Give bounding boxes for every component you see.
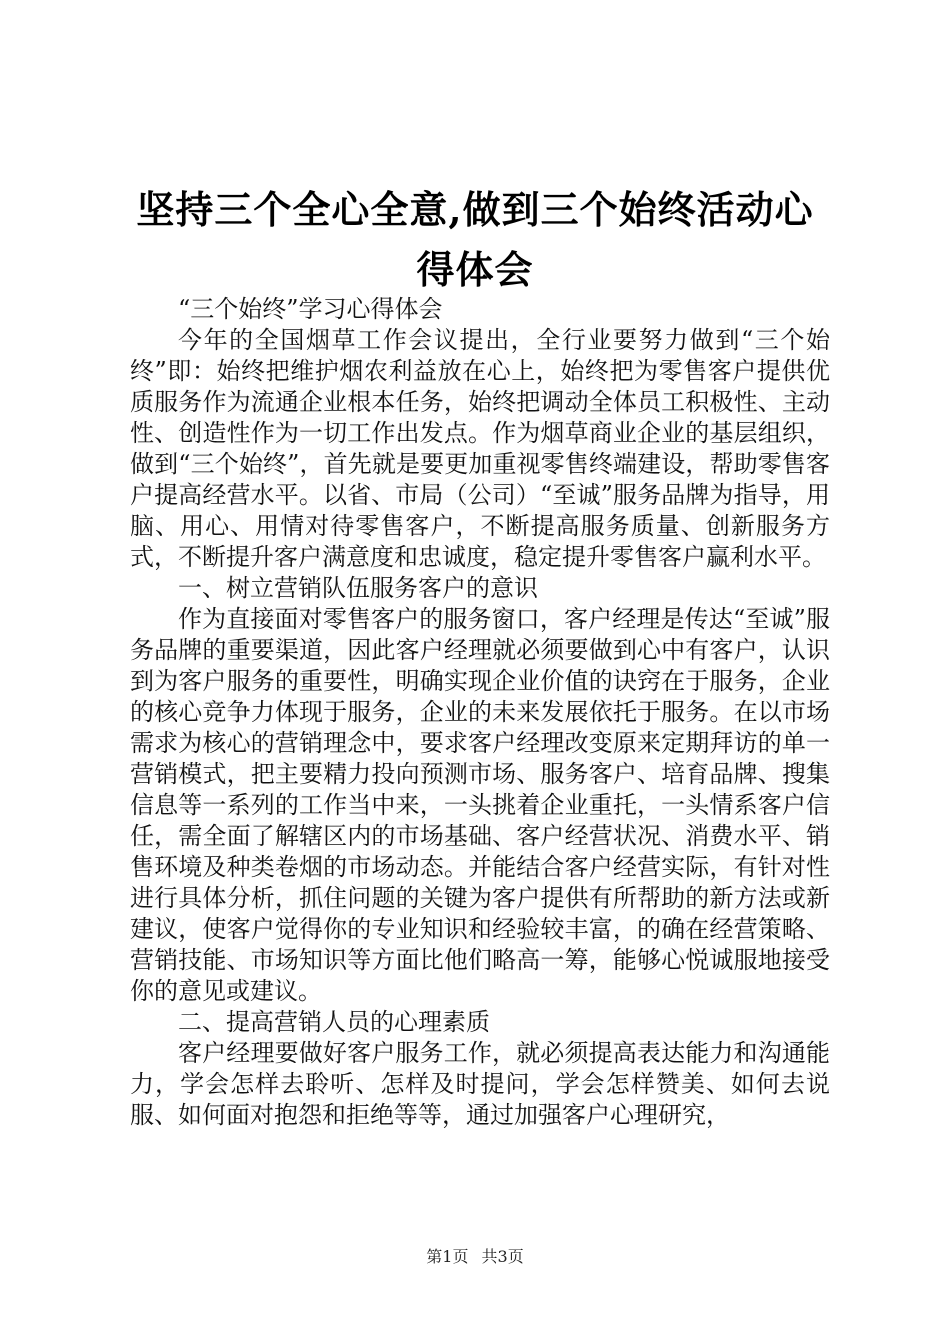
page-number: 第1页 [426,1247,469,1266]
document-title: 坚持三个全心全意,做到三个始终活动心得体会 [136,187,814,292]
page-footer [0,1244,950,1267]
paragraph: 作为直接面对零售客户的服务窗口，客户经理是传达“至诚”服务品牌的重要渠道，因此客户经理就必须要做到心中有客户，认识到为客户服务的重要性，明确实现企业价值的诀窍在于服务，企业的核心竞争力体现于服务，企业的未来发展依托于服务。在以市场需求为核心的营销理念中，要求客户经理改变原来定期拜访的单一营销模式，把主要精力投向预测市场、服务客户、培育品牌、搜集信息等一系列的工作当中来，一头挑着企业重托，一头情系客户信任，需全面了解辖区内的市场基础、客户经营状况、消费水平、销售环境及种类卷烟的市场动态。并能结合客户经营实际，有针对性进行具体分析，抓住问题的关键为客户提供有所帮助的新方法或新建议，使客户觉得你的专业知识和经验较丰富，的确在经营策略、营销技能、市场知识等方面比他们略高一筹，能够心悦诚服地接受你的意见或建议。 [130,605,830,1005]
paragraph: 客户经理要做好客户服务工作，就必须提高表达能力和沟通能力，学会怎样去聆听、怎样及时提问，学会怎样赞美、如何去说服、如何面对抱怨和拒绝等等，通过加强客户心理研究， [130,1039,830,1129]
document-body [130,294,830,1131]
section-heading: 二、提高营销人员的心理素质 [178,1008,490,1036]
page-total: 共3页 [481,1247,524,1266]
paragraph-heading: “三个始终”学习心得体会 [178,295,443,323]
section-heading: 一、树立营销队伍服务客户的意识 [178,574,538,602]
paragraph: 今年的全国烟草工作会议提出，全行业要努力做到“三个始终”即：始终把维护烟农利益放在心上，始终把为零售客户提供优质服务作为流通企业根本任务，始终把调动全体员工积极性、主动性、创造性作为一切工作出发点。作为烟草商业企业的基层组织，做到“三个始终”，首先就是要更加重视零售终端建设，帮助零售客户提高经营水平。以省、市局（公司）“至诚”服务品牌为指导，用脑、用心、用情对待零售客户，不断提高服务质量、创新服务方式，不断提升客户满意度和忠诚度，稳定提升零售客户赢利水平。 [130,326,830,571]
